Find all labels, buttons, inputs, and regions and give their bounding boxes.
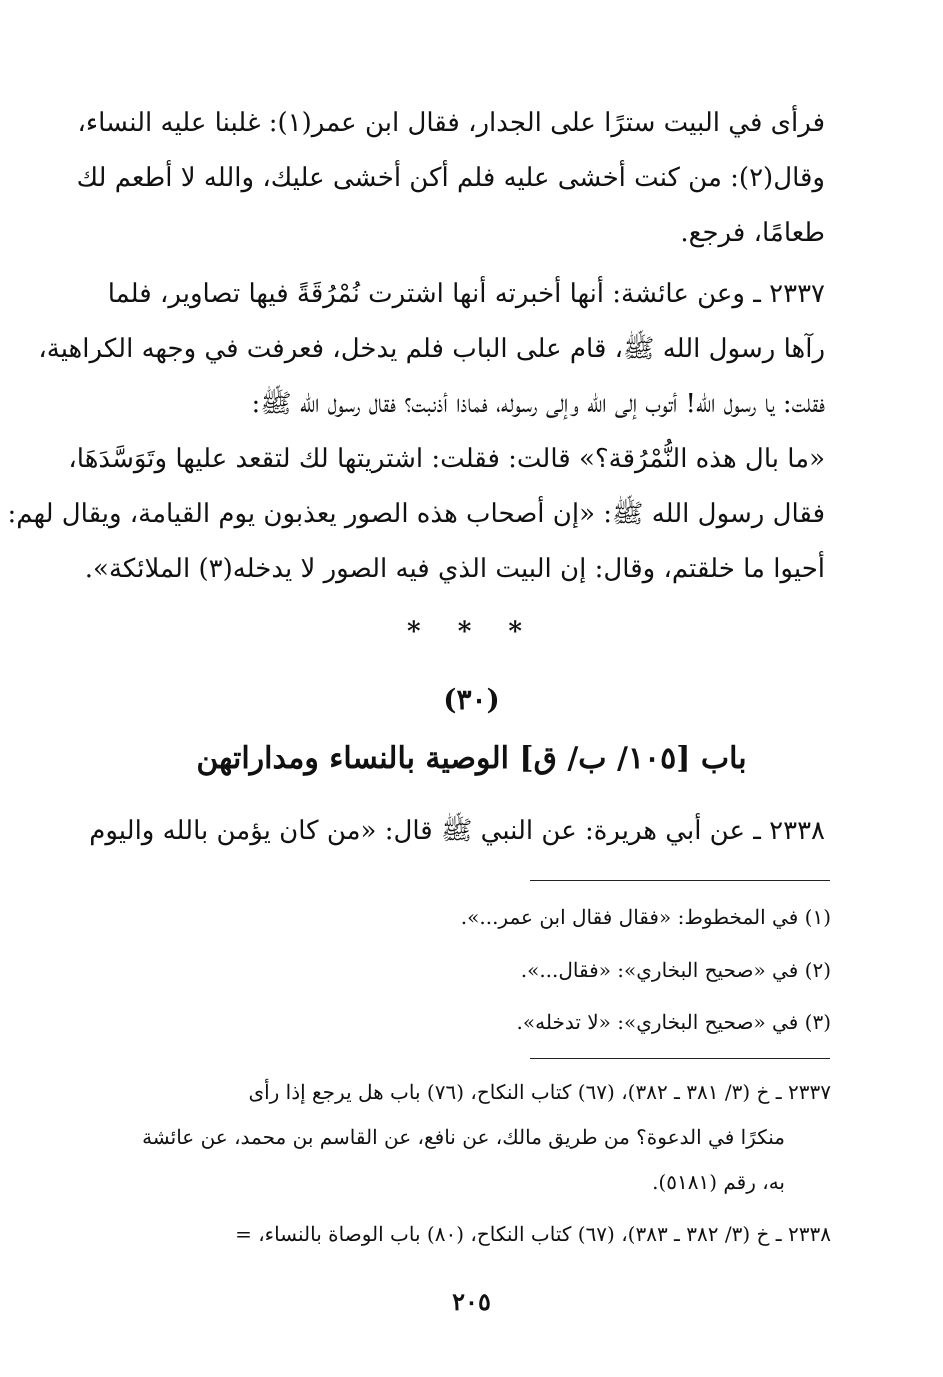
- hadith-2338-line: ٢٣٣٨ ـ عن أبي هريرة: عن النبي ﷺ قال: «من كان يؤمن بالله واليوم: [89, 816, 825, 846]
- page-number: ٢٠٥: [452, 1287, 491, 1316]
- hadith-2337-line: ٢٣٣٧ ـ وعن عائشة: أنها أخبرته أنها اشترت نُمْرُقَةً فيها تصاوير، فلما: [107, 279, 825, 309]
- footnote-1: (١) في المخطوط: «فقال فقال ابن عمر...».: [460, 905, 831, 929]
- paragraph-line: فرأى في البيت سترًا على الجدار، فقال ابن عمر(١): غلبنا عليه النساء،: [77, 108, 825, 138]
- hadith-2337-line: أحيوا ما خلقتم، وقال: إن البيت الذي فيه الصور لا يدخله(٣) الملائكة».: [84, 554, 825, 584]
- paragraph-line: وقال(٢): من كنت أخشى عليه فلم أكن أخشى عليك، والله لا أطعم لك: [76, 163, 825, 193]
- hadith-2337-line: فقلت: يا رسول الله! أتوب إلى الله وإلى رسوله، فماذا أذنبت؟ فقال رسول الله ﷺ:: [251, 389, 825, 419]
- source-2337-line: منكرًا في الدعوة؟ من طريق مالك، عن نافع، عن القاسم بن محمد، عن عائشة: [142, 1125, 785, 1149]
- hadith-2337-line: فقال رسول الله ﷺ: «إن أصحاب هذه الصور يعذبون يوم القيامة، ويقال لهم:: [7, 499, 825, 529]
- section-separator: * * *: [407, 617, 536, 647]
- paragraph-line: طعامًا، فرجع.: [680, 218, 825, 248]
- hadith-2337-line: «ما بال هذه النُّمْرُقة؟» قالت: فقلت: اشتريتها لك لتقعد عليها وتَوَسَّدَهَا،: [68, 444, 825, 474]
- chapter-title: باب [١٠٥/ ب/ ق] الوصية بالنساء ومداراتهن: [196, 741, 747, 776]
- source-2337-line: به، رقم (٥١٨١).: [652, 1170, 785, 1194]
- sources-divider: [530, 1058, 830, 1059]
- source-2338-line: ٢٣٣٨ ـ خ (٣/ ٣٨٢ ـ ٣٨٣)، (٦٧) كتاب النكاح، (٨٠) باب الوصاة بالنساء، =: [235, 1222, 831, 1246]
- chapter-number: (٣٠): [443, 683, 500, 716]
- footnote-3: (٣) في «صحيح البخاري»: «لا تدخله».: [516, 1010, 831, 1034]
- footnote-2: (٢) في «صحيح البخاري»: «فقال...».: [520, 958, 831, 982]
- hadith-2337-line: رآها رسول الله ﷺ، قام على الباب فلم يدخل، فعرفت في وجهه الكراهية،: [38, 334, 825, 364]
- footnote-divider: [530, 880, 830, 881]
- source-2337-line: ٢٣٣٧ ـ خ (٣/ ٣٨١ ـ ٣٨٢)، (٦٧) كتاب النكاح، (٧٦) باب هل يرجع إذا رأى: [248, 1080, 831, 1104]
